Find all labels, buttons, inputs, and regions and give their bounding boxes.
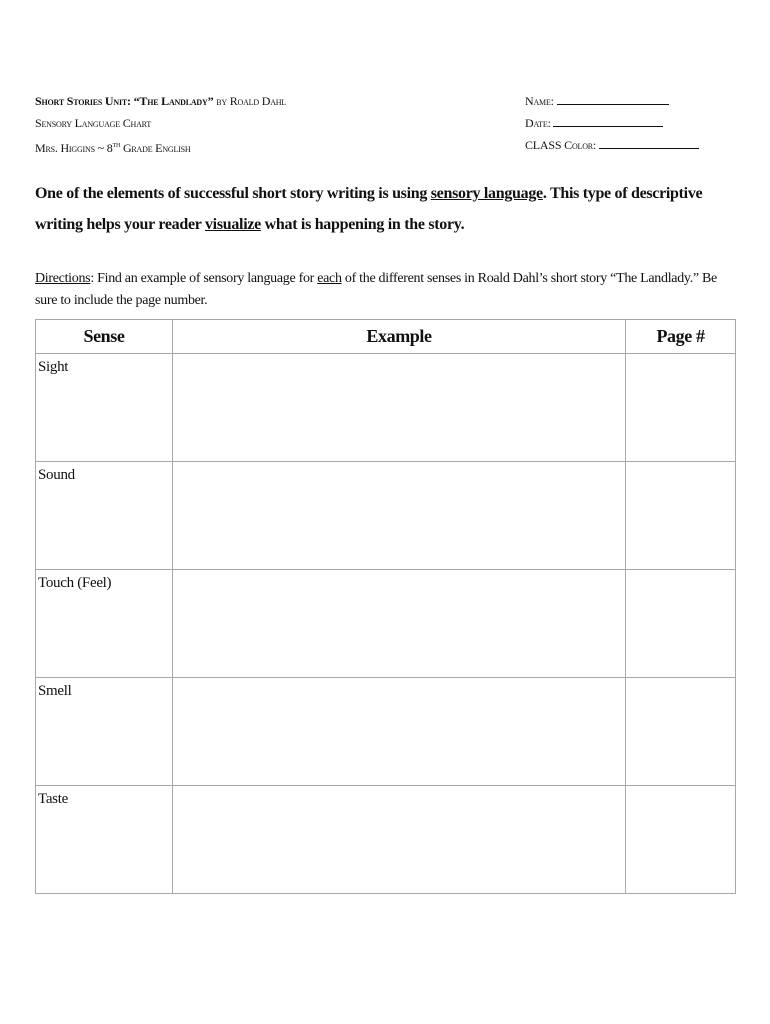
page-cell[interactable] [626,786,736,894]
story-title: “The Landlady” [133,94,214,108]
name-blank[interactable] [557,92,669,105]
date-blank[interactable] [553,114,663,127]
date-label: Date: [525,116,551,130]
sense-cell [36,678,173,786]
sense-cell [36,570,173,678]
name-line [525,90,699,112]
page-cell[interactable] [626,354,736,462]
directions-paragraph [35,268,740,312]
example-cell[interactable] [173,462,626,570]
page-cell[interactable] [626,462,736,570]
student-info [525,90,699,156]
class-color-line [525,134,699,156]
grade-superscript: th [112,140,121,149]
header-example: Example [173,320,626,354]
teacher-course-line [35,134,286,159]
header-page: Page # [626,320,736,354]
sense-cell [36,354,173,462]
sense-cell [36,786,173,894]
intro-paragraph [35,178,735,240]
intro-part1: One of the elements of successful short story writing is using [35,185,431,202]
by-text: by [213,94,230,108]
table-row [36,570,736,678]
teacher-course-prefix: Mrs. Higgins ~ 8 [35,141,113,155]
sense-label-smell: Smell [38,683,72,699]
sensory-chart-table [35,319,736,894]
directions-part1: : Find an example of sensory language for [90,271,318,286]
table-row [36,462,736,570]
sense-label-sound: Sound [38,467,75,483]
sense-cell [36,462,173,570]
intro-term: sensory language [430,185,543,202]
header-info [35,90,286,159]
class-color-blank[interactable] [599,136,699,149]
table-row [36,786,736,894]
intro-verb: visualize [204,216,261,233]
table-header-row [36,320,736,354]
table-row [36,354,736,462]
example-cell[interactable] [173,678,626,786]
teacher-course-suffix: Grade English [120,141,191,155]
class-color-label: CLASS Color: [525,138,597,152]
sense-label-taste: Taste [38,791,68,807]
directions-each: each [317,271,342,286]
sense-label-sight: Sight [38,359,69,375]
date-line [525,112,699,134]
unit-prefix: Short Stories Unit: [35,94,134,108]
page-cell[interactable] [626,678,736,786]
chart-name: Sensory Language Chart [35,116,152,130]
intro-part3: what is happening in the story. [260,216,465,233]
example-cell[interactable] [173,570,626,678]
page-cell[interactable] [626,570,736,678]
sense-label-touch: Touch (Feel) [38,575,112,591]
directions-part2: of the different senses in Roald Dahl’s short story “The Landlady.” Be sure to include the page number. [35,271,717,308]
name-label: Name: [525,94,554,108]
header-sense: Sense [36,320,173,354]
table-row [36,678,736,786]
example-cell[interactable] [173,354,626,462]
example-cell[interactable] [173,786,626,894]
author-name: Roald Dahl [229,94,287,108]
intro-part2: . This type of descriptive writing helps your reader [35,185,703,233]
unit-line [35,90,286,112]
directions-label: Directions [35,271,91,286]
